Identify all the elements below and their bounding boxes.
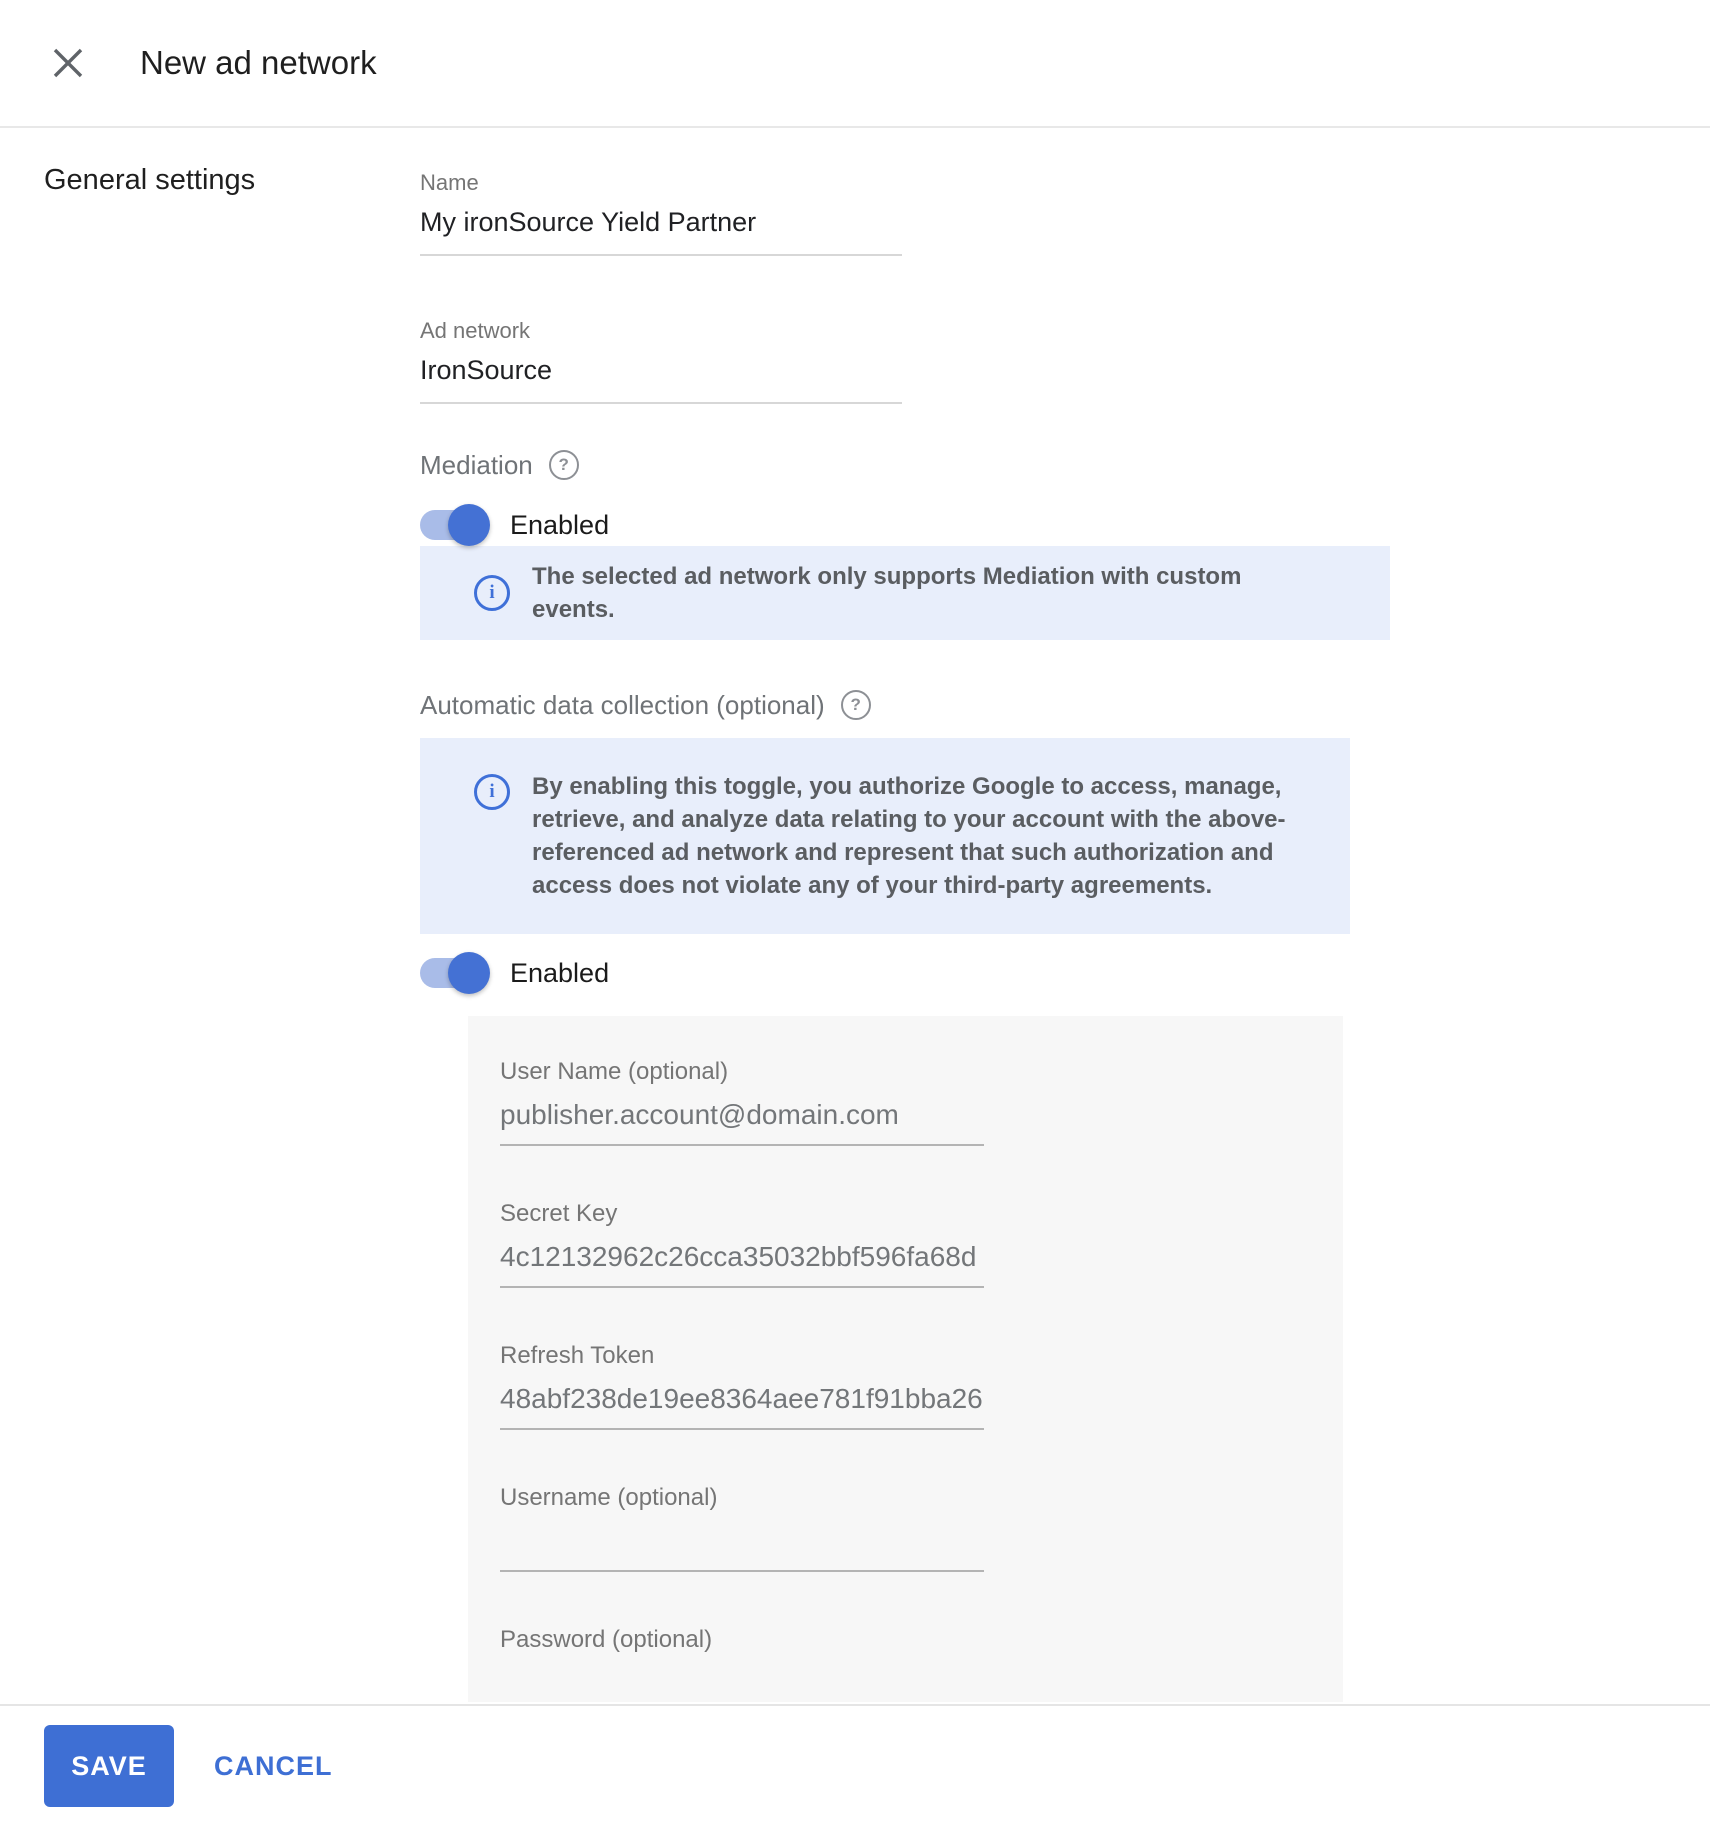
adc-label-row bbox=[420, 690, 1420, 720]
field-label: Secret Key bbox=[500, 1200, 618, 1227]
toggle-thumb bbox=[448, 504, 490, 546]
adc-toggle[interactable] bbox=[420, 957, 486, 989]
help-icon[interactable]: ? bbox=[841, 690, 871, 720]
mediation-label-row bbox=[420, 450, 1420, 480]
name-field-value[interactable]: My ironSource Yield Partner bbox=[420, 207, 757, 237]
adc-info-text: By enabling this toggle, you authorize Google to access, manage, retrieve, and analyze data relating to your account with the above-referenced ad network and represent that such authorization and access does not violate any of your third-party agreements. bbox=[532, 773, 1286, 899]
toggle-thumb bbox=[448, 952, 490, 994]
refresh-token-input[interactable]: 48abf238de19ee8364aee781f91bba26 bbox=[500, 1383, 983, 1414]
field-underline bbox=[500, 1428, 984, 1430]
secret-key-group bbox=[500, 1200, 1343, 1288]
ad-network-field-underline bbox=[420, 402, 902, 404]
username-group bbox=[500, 1484, 1343, 1572]
refresh-token-group bbox=[500, 1342, 1343, 1430]
cancel-button[interactable]: CANCEL bbox=[208, 1750, 339, 1783]
credentials-panel bbox=[468, 1016, 1343, 1702]
field-label: Refresh Token bbox=[500, 1342, 655, 1369]
field-label: Username (optional) bbox=[500, 1484, 718, 1511]
adc-toggle-row bbox=[420, 952, 1420, 994]
mediation-toggle[interactable] bbox=[420, 509, 486, 541]
username-optional-email-group bbox=[500, 1058, 1343, 1146]
name-field-underline bbox=[420, 254, 902, 256]
adc-info-box bbox=[420, 738, 1350, 934]
mediation-toggle-row bbox=[420, 504, 1420, 546]
name-field-group bbox=[420, 170, 1420, 256]
password-input[interactable] bbox=[500, 1666, 1343, 1700]
ad-network-field-group bbox=[420, 318, 1420, 404]
name-field-label: Name bbox=[420, 170, 479, 195]
field-underline bbox=[500, 1570, 984, 1572]
field-label: Password (optional) bbox=[500, 1626, 713, 1653]
mediation-label: Mediation bbox=[420, 450, 533, 480]
info-icon: i bbox=[474, 575, 510, 611]
secret-key-input[interactable]: 4c12132962c26cca35032bbf596fa68d bbox=[500, 1241, 977, 1272]
password-group bbox=[500, 1626, 1343, 1702]
adc-label: Automatic data collection (optional) bbox=[420, 690, 825, 720]
field-underline bbox=[500, 1144, 984, 1146]
info-icon: i bbox=[474, 774, 510, 810]
ad-network-field-label: Ad network bbox=[420, 318, 531, 343]
help-icon[interactable]: ? bbox=[549, 450, 579, 480]
page-title: New ad network bbox=[140, 44, 377, 81]
dialog-footer bbox=[0, 1704, 1710, 1826]
username-input[interactable] bbox=[500, 1524, 1343, 1558]
adc-toggle-label: Enabled bbox=[510, 957, 610, 988]
user-name-input[interactable]: publisher.account@domain.com bbox=[500, 1099, 899, 1130]
dialog-header bbox=[0, 0, 1710, 128]
field-label: User Name (optional) bbox=[500, 1058, 729, 1085]
save-button[interactable]: SAVE bbox=[44, 1725, 174, 1807]
general-settings-label: General settings bbox=[44, 164, 256, 196]
ad-network-field-value[interactable]: IronSource bbox=[420, 355, 553, 385]
mediation-info-text: The selected ad network only supports Mediation with custom events. bbox=[532, 563, 1242, 623]
mediation-info-box bbox=[420, 546, 1390, 640]
form-column bbox=[420, 156, 1420, 1702]
mediation-toggle-label: Enabled bbox=[510, 509, 610, 540]
close-icon[interactable] bbox=[50, 45, 86, 81]
field-underline bbox=[500, 1286, 984, 1288]
